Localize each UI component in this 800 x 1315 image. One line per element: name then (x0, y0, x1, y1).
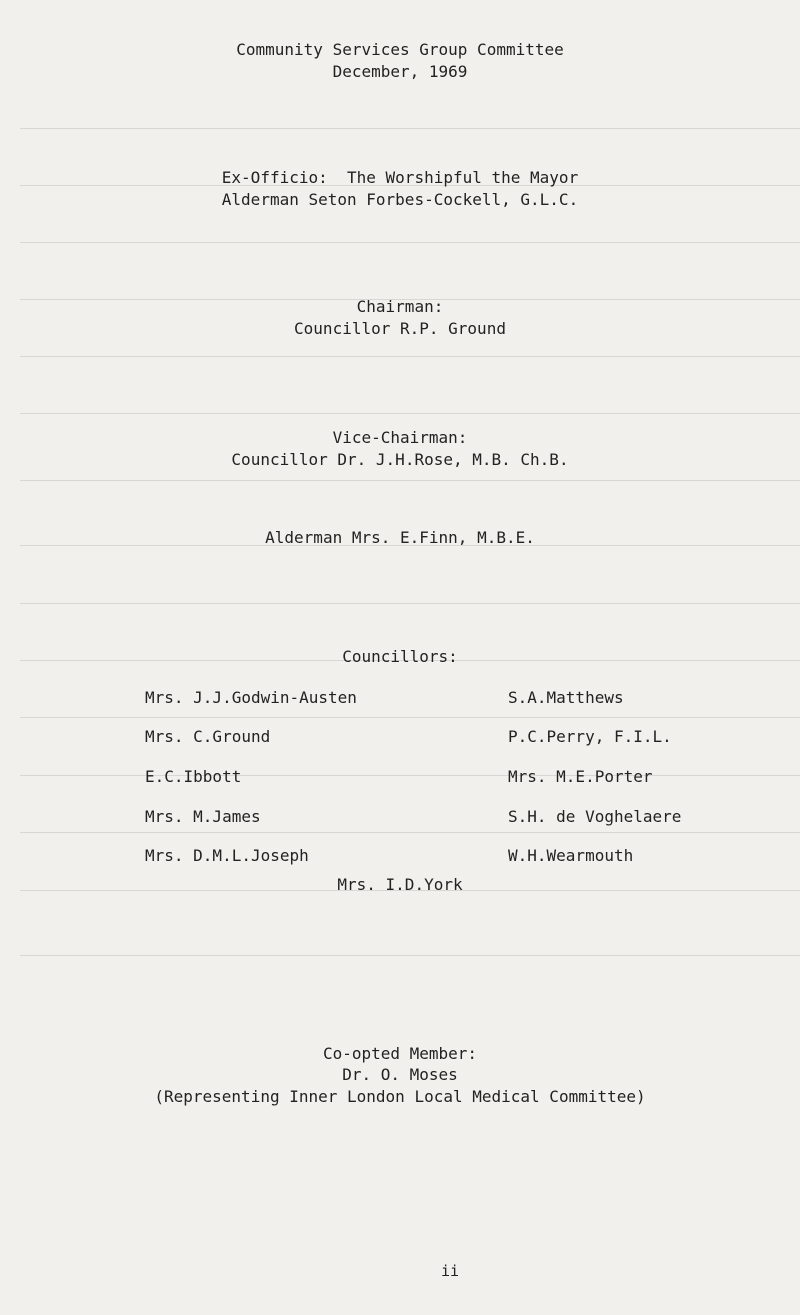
councillor-left: Mrs. M.James (145, 807, 261, 826)
alderman-member: Alderman Mrs. E.Finn, M.B.E. (265, 528, 535, 547)
chairman-label: Chairman: (356, 297, 444, 316)
ex-officio-line: Ex-Officio: The Worshipful the Mayor (221, 168, 579, 187)
councillor-right: P.C.Perry, F.I.L. (508, 727, 672, 746)
councillor-left: Mrs. J.J.Godwin-Austen (145, 688, 357, 707)
co-opted-note: (Representing Inner London Local Medical Committee) (154, 1087, 646, 1106)
show-through-line (20, 775, 800, 776)
vice-chairman-name: Councillor Dr. J.H.Rose, M.B. Ch.B. (231, 450, 569, 469)
show-through-line (20, 128, 800, 129)
co-opted-name: Dr. O. Moses (342, 1065, 458, 1084)
councillor-right: W.H.Wearmouth (508, 846, 634, 865)
show-through-line (20, 242, 800, 243)
show-through-line (20, 717, 800, 718)
show-through-line (20, 955, 800, 956)
councillor-right: S.H. de Voghelaere (508, 807, 682, 826)
co-opted-label: Co-opted Member: (322, 1044, 478, 1063)
councillor-left: Mrs. D.M.L.Joseph (145, 846, 309, 865)
vice-chairman-label: Vice-Chairman: (332, 428, 468, 447)
document-date: December, 1969 (332, 62, 468, 81)
show-through-line (20, 413, 800, 414)
councillors-label: Councillors: (342, 647, 458, 666)
councillor-last: Mrs. I.D.York (337, 875, 463, 894)
show-through-line (20, 356, 800, 357)
show-through-line (20, 832, 800, 833)
show-through-line (20, 480, 800, 481)
councillor-right: Mrs. M.E.Porter (508, 767, 653, 786)
ex-officio-alderman: Alderman Seton Forbes-Cockell, G.L.C. (221, 190, 579, 209)
councillor-left: Mrs. C.Ground (145, 727, 271, 746)
document-title: Community Services Group Committee (236, 40, 564, 59)
councillor-right: S.A.Matthews (508, 688, 624, 707)
chairman-name: Councillor R.P. Ground (294, 319, 506, 338)
councillor-left: E.C.Ibbott (145, 767, 242, 786)
page-number: ii (440, 1262, 460, 1280)
show-through-line (20, 603, 800, 604)
